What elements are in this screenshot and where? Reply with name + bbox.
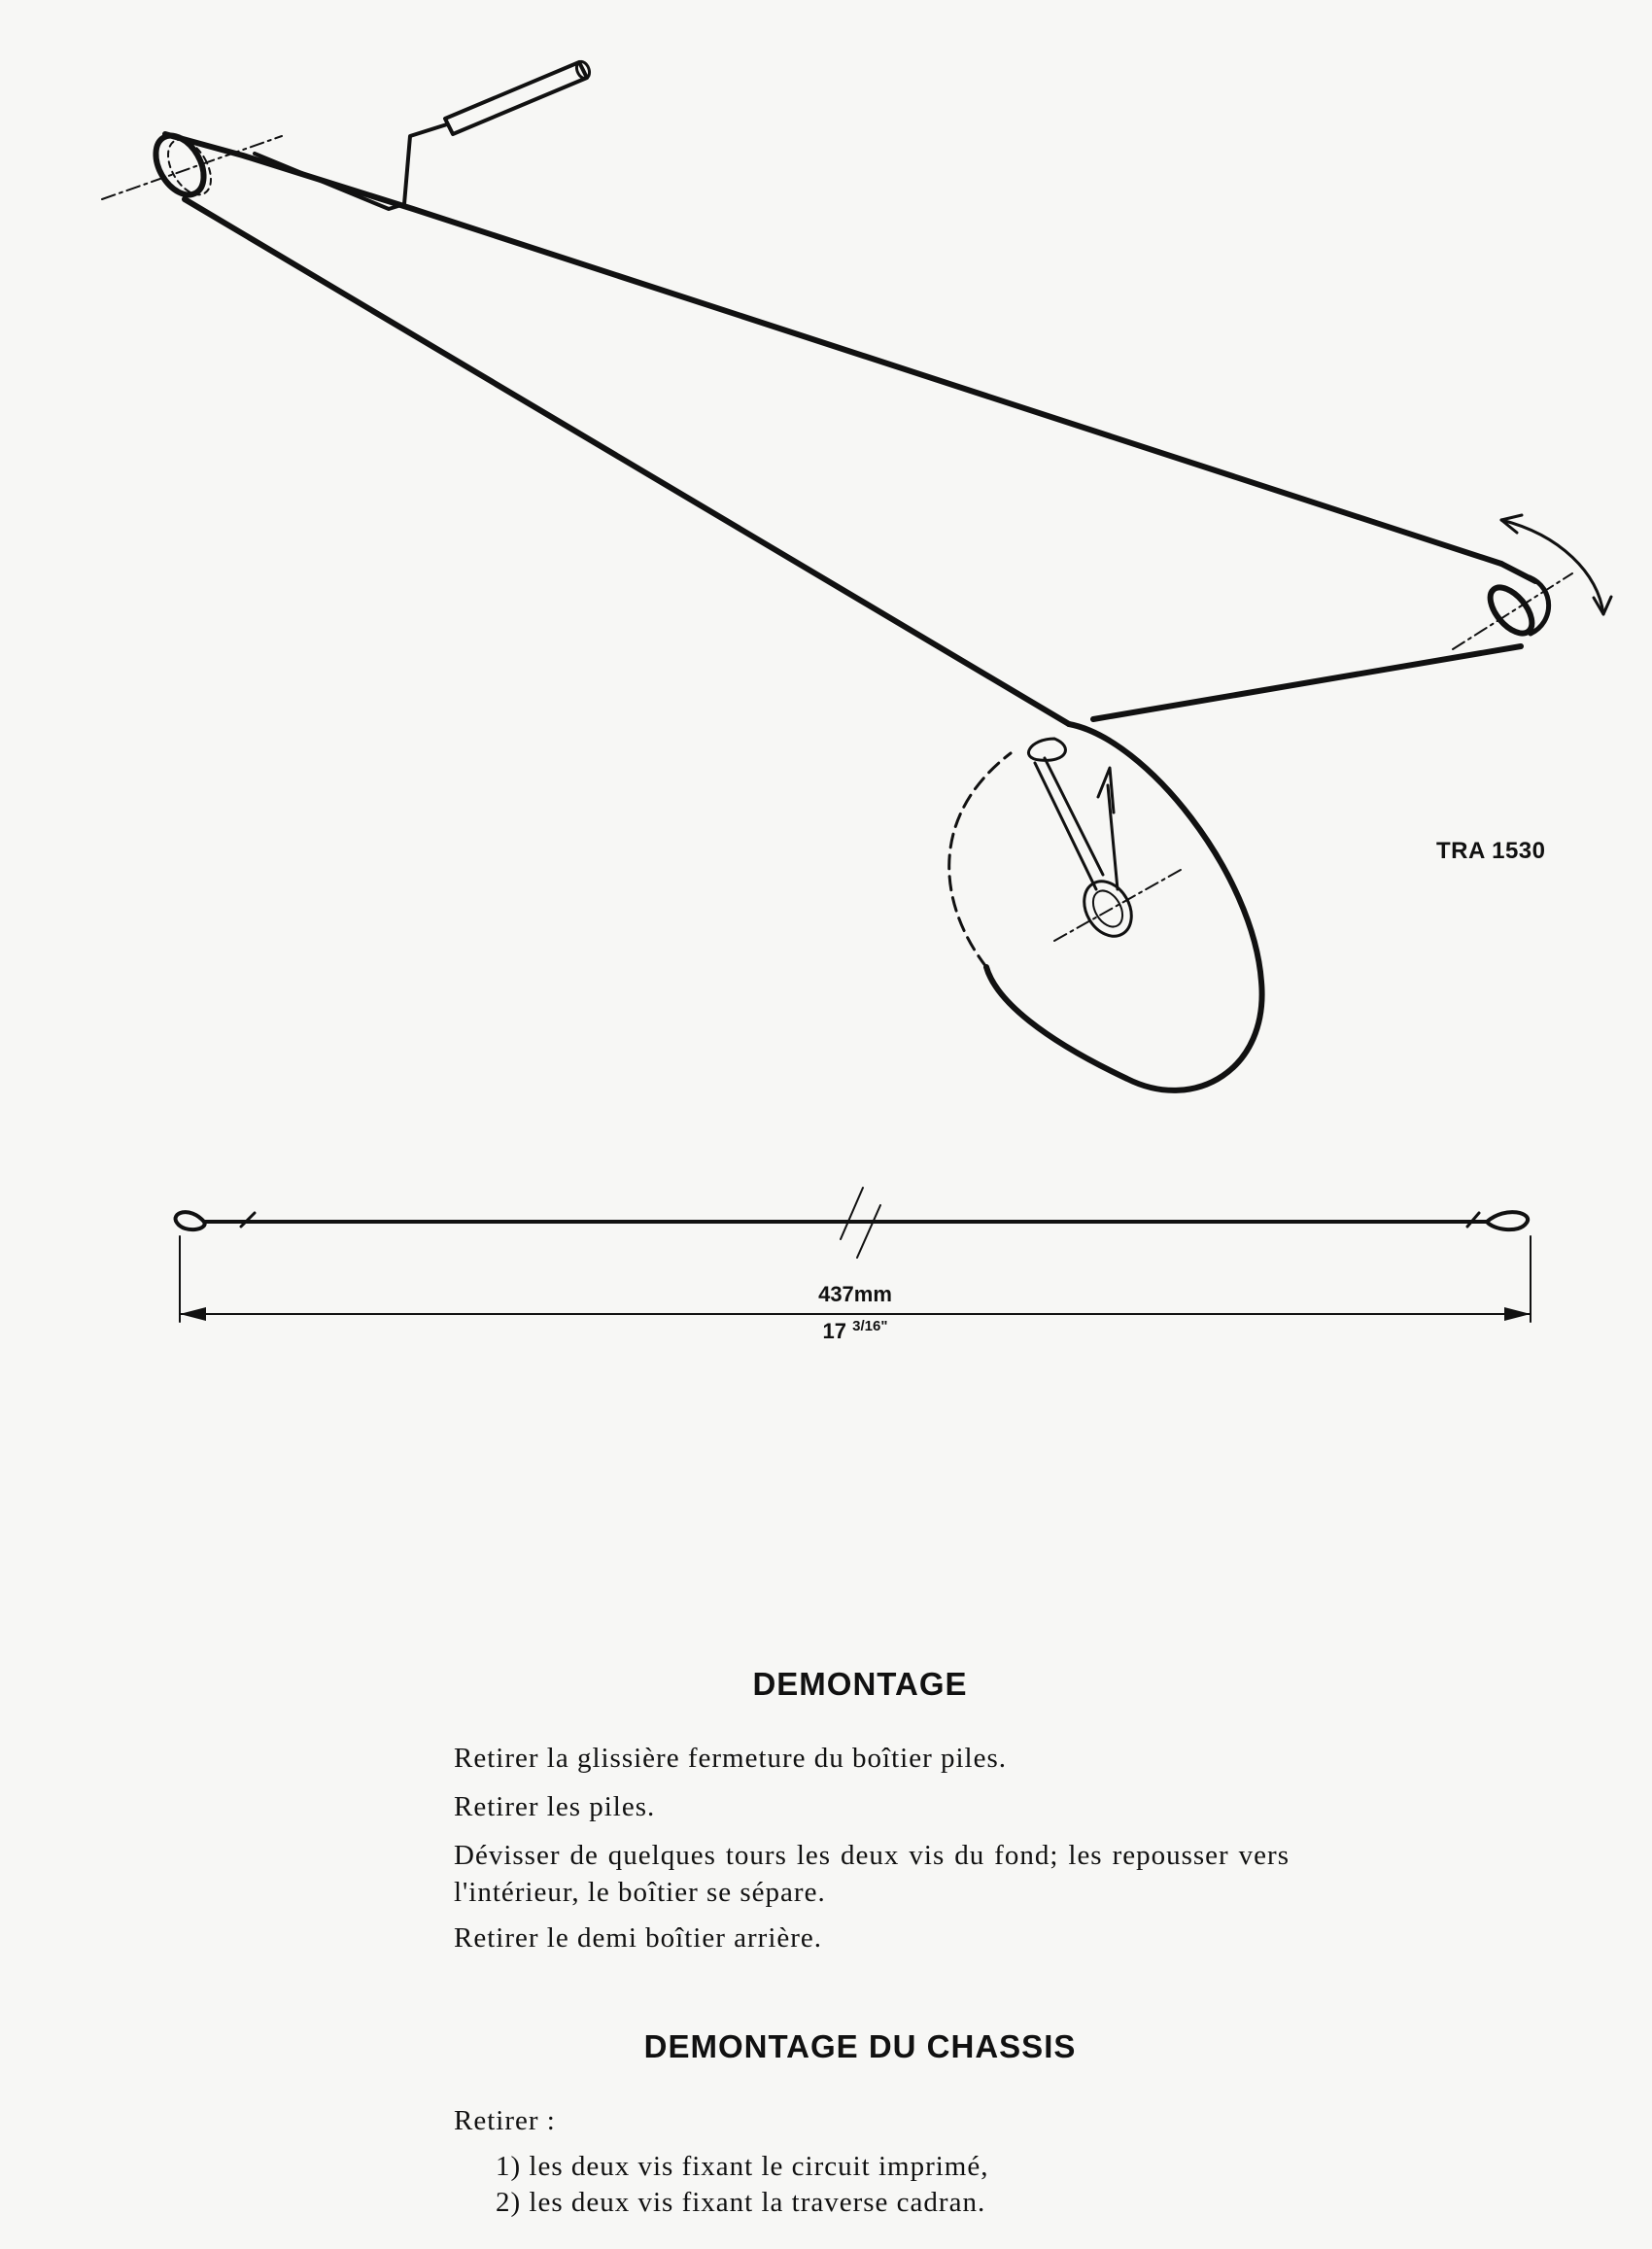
- list-item: 2) les deux vis fixant la traverse cadran.: [496, 2187, 986, 2218]
- spring-eye: [1075, 873, 1141, 945]
- drum-hidden-edge: [949, 753, 1011, 967]
- dimension-inch-whole: 17: [822, 1319, 847, 1343]
- figure-reference: TRA 1530: [1436, 838, 1546, 864]
- right-pulley-axis: [1453, 573, 1572, 649]
- instruction-paragraph: Retirer les piles.: [454, 1791, 656, 1822]
- list-item: 1) les deux vis fixant le circuit imprimé,: [496, 2151, 989, 2182]
- instruction-paragraph: Retirer le demi boîtier arrière.: [454, 1922, 823, 1954]
- tuning-knob: [445, 62, 587, 134]
- cord-loop-right: [1487, 1212, 1528, 1229]
- instruction-paragraph: Dévisser de quelques tours les deux vis du fond; les repousser vers l'intérieur, le boîtier se sépare.: [454, 1840, 1290, 1908]
- section-title-demontage: DEMONTAGE: [752, 1666, 968, 1702]
- rotation-arrow: [1501, 520, 1603, 614]
- drum-cord: [986, 724, 1262, 1090]
- break-mark-2: [857, 1205, 880, 1258]
- section-title-demontage-chassis: DEMONTAGE DU CHASSIS: [643, 2028, 1077, 2064]
- list-intro: Retirer :: [454, 2105, 556, 2136]
- cord-loop-left: [176, 1212, 205, 1229]
- break-mark-1: [841, 1188, 863, 1239]
- instruction-paragraph: Retirer la glissière fermeture du boîtier piles.: [454, 1743, 1008, 1774]
- tension-spring: [1028, 739, 1118, 889]
- dimension-mm-label: 437mm: [818, 1282, 892, 1306]
- dimension-inch-fraction: 3/16": [852, 1318, 888, 1334]
- dimension-inch-label: [0, 1318, 1652, 1344]
